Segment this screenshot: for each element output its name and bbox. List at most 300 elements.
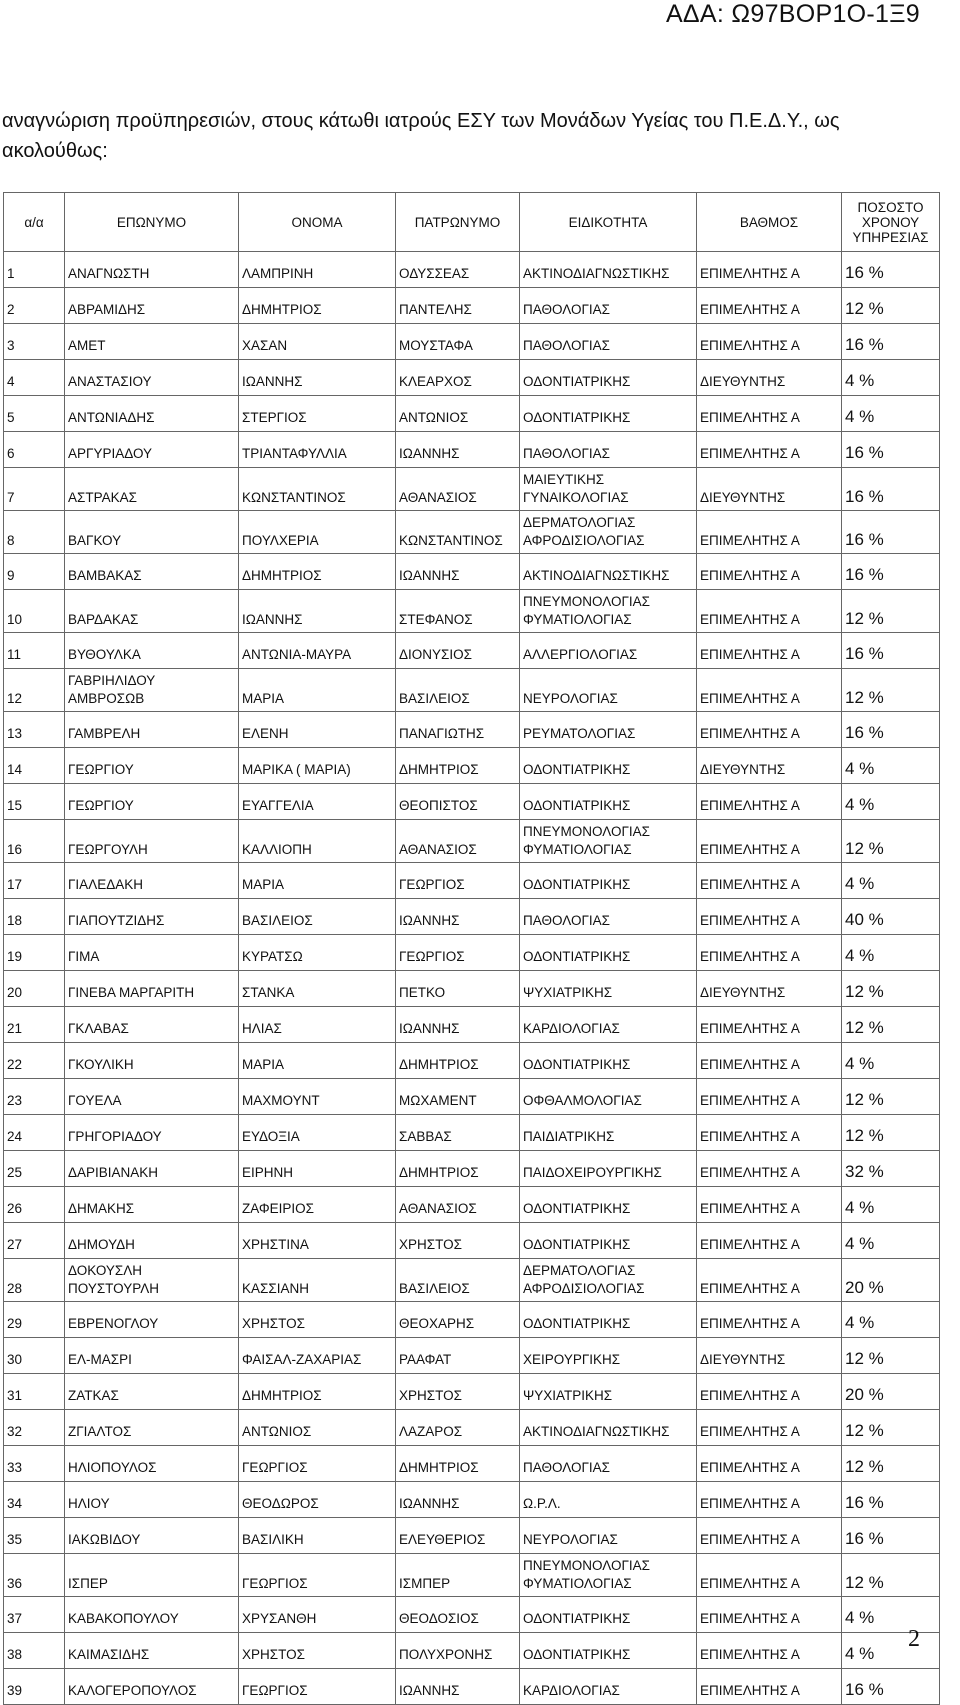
cell-service-percentage: 16 %	[842, 511, 940, 554]
cell-fathers-name: ΕΛΕΥΘΕΡΙΟΣ	[396, 1518, 520, 1554]
cell-fathers-name: ΣΤΕΦΑΝΟΣ	[396, 590, 520, 633]
cell-fathers-name: ΘΕΟΧΑΡΗΣ	[396, 1302, 520, 1338]
table-row	[4, 1669, 940, 1705]
cell-service-percentage: 12 %	[842, 1079, 940, 1115]
cell-rank: ΕΠΙΜΕΛΗΤΗΣ Α	[697, 1223, 842, 1259]
cell-service-percentage: 32 %	[842, 1151, 940, 1187]
cell-fathers-name: ΠΑΝΑΓΙΩΤΗΣ	[396, 712, 520, 748]
cell-rank: ΕΠΙΜΕΛΗΤΗΣ Α	[697, 712, 842, 748]
cell-rank: ΔΙΕΥΘΥΝΤΗΣ	[697, 360, 842, 396]
cell-specialty: ΝΕΥΡΟΛΟΓΙΑΣ	[520, 669, 697, 712]
header-aa: α/α	[4, 193, 65, 252]
table-row	[4, 1302, 940, 1338]
cell-surname: ΔΑΡΙΒΙΑΝΑΚΗ	[65, 1151, 239, 1187]
header-rank: ΒΑΘΜΟΣ	[697, 193, 842, 252]
cell-fathers-name: ΠΟΛΥΧΡΟΝΗΣ	[396, 1633, 520, 1669]
cell-specialty: ΠΑΙΔΙΑΤΡΙΚΗΣ	[520, 1115, 697, 1151]
cell-first-name: ΤΡΙΑΝΤΑΦΥΛΛΙΑ	[239, 432, 396, 468]
cell-fathers-name: ΔΙΟΝΥΣΙΟΣ	[396, 633, 520, 669]
cell-rank: ΕΠΙΜΕΛΗΤΗΣ Α	[697, 252, 842, 288]
cell-specialty: ΑΚΤΙΝΟΔΙΑΓΝΩΣΤΙΚΗΣ	[520, 554, 697, 590]
cell-service-percentage: 40 %	[842, 899, 940, 935]
table-row	[4, 1151, 940, 1187]
table-row	[4, 971, 940, 1007]
cell-surname: ΒΑΡΔΑΚΑΣ	[65, 590, 239, 633]
cell-specialty: ΚΑΡΔΙΟΛΟΓΙΑΣ	[520, 1007, 697, 1043]
ada-code: ΑΔΑ: Ω97ΒΟΡ1Ο-1Ξ9	[665, 0, 920, 28]
cell-first-name: ΒΑΣΙΛΙΚΗ	[239, 1518, 396, 1554]
cell-row-number: 18	[4, 899, 65, 935]
cell-first-name: ΣΤΕΡΓΙΟΣ	[239, 396, 396, 432]
cell-specialty: ΟΔΟΝΤΙΑΤΡΙΚΗΣ	[520, 935, 697, 971]
table-row	[4, 1410, 940, 1446]
cell-surname: ΑΝΑΓΝΩΣΤΗ	[65, 252, 239, 288]
header-fathers-name: ΠΑΤΡΩΝΥΜΟ	[396, 193, 520, 252]
cell-rank: ΕΠΙΜΕΛΗΤΗΣ Α	[697, 1597, 842, 1633]
cell-surname: ΓΕΩΡΓΙΟΥ	[65, 748, 239, 784]
cell-rank: ΕΠΙΜΕΛΗΤΗΣ Α	[697, 1374, 842, 1410]
cell-row-number: 29	[4, 1302, 65, 1338]
cell-fathers-name: ΑΝΤΩΝΙΟΣ	[396, 396, 520, 432]
cell-first-name: ΕΛΕΝΗ	[239, 712, 396, 748]
cell-row-number: 15	[4, 784, 65, 820]
cell-service-percentage: 12 %	[842, 669, 940, 712]
cell-service-percentage: 16 %	[842, 432, 940, 468]
cell-rank: ΕΠΙΜΕΛΗΤΗΣ Α	[697, 1633, 842, 1669]
cell-rank: ΕΠΙΜΕΛΗΤΗΣ Α	[697, 590, 842, 633]
cell-fathers-name: ΔΗΜΗΤΡΙΟΣ	[396, 748, 520, 784]
cell-first-name: ΧΡΗΣΤΟΣ	[239, 1302, 396, 1338]
cell-row-number: 1	[4, 252, 65, 288]
cell-first-name: ΑΝΤΩΝΙΑ-ΜΑΥΡΑ	[239, 633, 396, 669]
cell-fathers-name: ΙΩΑΝΝΗΣ	[396, 554, 520, 590]
cell-specialty: ΔΕΡΜΑΤΟΛΟΓΙΑΣ ΑΦΡΟΔΙΣΙΟΛΟΓΙΑΣ	[520, 511, 697, 554]
cell-rank: ΕΠΙΜΕΛΗΤΗΣ Α	[697, 1482, 842, 1518]
cell-rank: ΕΠΙΜΕΛΗΤΗΣ Α	[697, 820, 842, 863]
cell-first-name: ΕΥΔΟΞΙΑ	[239, 1115, 396, 1151]
cell-service-percentage: 4 %	[842, 1223, 940, 1259]
cell-specialty: ΟΔΟΝΤΙΑΤΡΙΚΗΣ	[520, 1187, 697, 1223]
intro-paragraph: αναγνώριση προϋπηρεσιών, στους κάτωθι ιατρούς ΕΣΥ των Μονάδων Υγείας του Π.Ε.Δ.Υ., ως ακολούθως:	[2, 110, 840, 162]
cell-fathers-name: ΒΑΣΙΛΕΙΟΣ	[396, 669, 520, 712]
table-row	[4, 1518, 940, 1554]
header-name: ΟΝΟΜΑ	[239, 193, 396, 252]
cell-fathers-name: ΑΘΑΝΑΣΙΟΣ	[396, 820, 520, 863]
cell-row-number: 19	[4, 935, 65, 971]
cell-specialty: ΨΥΧΙΑΤΡΙΚΗΣ	[520, 1374, 697, 1410]
cell-row-number: 5	[4, 396, 65, 432]
table-row	[4, 1259, 940, 1302]
cell-specialty: ΧΕΙΡΟΥΡΓΙΚΗΣ	[520, 1338, 697, 1374]
cell-service-percentage: 20 %	[842, 1259, 940, 1302]
cell-service-percentage: 16 %	[842, 1518, 940, 1554]
cell-row-number: 39	[4, 1669, 65, 1705]
cell-row-number: 12	[4, 669, 65, 712]
table-row	[4, 935, 940, 971]
cell-first-name: ΧΑΣΑΝ	[239, 324, 396, 360]
cell-rank: ΕΠΙΜΕΛΗΤΗΣ Α	[697, 1079, 842, 1115]
cell-first-name: ΓΕΩΡΓΙΟΣ	[239, 1669, 396, 1705]
cell-service-percentage: 16 %	[842, 1669, 940, 1705]
cell-service-percentage: 12 %	[842, 590, 940, 633]
cell-row-number: 36	[4, 1554, 65, 1597]
cell-rank: ΕΠΙΜΕΛΗΤΗΣ Α	[697, 935, 842, 971]
cell-specialty: ΠΝΕΥΜΟΝΟΛΟΓΙΑΣ ΦΥΜΑΤΙΟΛΟΓΙΑΣ	[520, 820, 697, 863]
cell-first-name: ΔΗΜΗΤΡΙΟΣ	[239, 288, 396, 324]
cell-specialty: ΠΑΘΟΛΟΓΙΑΣ	[520, 432, 697, 468]
cell-first-name: ΘΕΟΔΩΡΟΣ	[239, 1482, 396, 1518]
cell-surname: ΓΙΑΛΕΔΑΚΗ	[65, 863, 239, 899]
cell-service-percentage: 20 %	[842, 1374, 940, 1410]
cell-fathers-name: ΜΩΧΑΜΕΝΤ	[396, 1079, 520, 1115]
cell-fathers-name: ΘΕΟΠΙΣΤΟΣ	[396, 784, 520, 820]
cell-specialty: ΠΝΕΥΜΟΝΟΛΟΓΙΑΣ ΦΥΜΑΤΙΟΛΟΓΙΑΣ	[520, 1554, 697, 1597]
cell-specialty: ΟΔΟΝΤΙΑΤΡΙΚΗΣ	[520, 748, 697, 784]
cell-first-name: ΧΡΗΣΤΙΝΑ	[239, 1223, 396, 1259]
cell-service-percentage: 4 %	[842, 396, 940, 432]
table-row	[4, 669, 940, 712]
cell-service-percentage: 16 %	[842, 252, 940, 288]
header-service-percentage: ΠΟΣΟΣΤΟ ΧΡΟΝΟΥ ΥΠΗΡΕΣΙΑΣ	[842, 193, 940, 252]
cell-fathers-name: ΡΑΑΦΑΤ	[396, 1338, 520, 1374]
cell-fathers-name: ΙΩΑΝΝΗΣ	[396, 1482, 520, 1518]
cell-specialty: ΠΝΕΥΜΟΝΟΛΟΓΙΑΣ ΦΥΜΑΤΙΟΛΟΓΙΑΣ	[520, 590, 697, 633]
cell-service-percentage: 16 %	[842, 712, 940, 748]
cell-service-percentage: 16 %	[842, 324, 940, 360]
table-row	[4, 784, 940, 820]
cell-specialty: ΟΔΟΝΤΙΑΤΡΙΚΗΣ	[520, 863, 697, 899]
cell-row-number: 3	[4, 324, 65, 360]
cell-surname: ΑΣΤΡΑΚΑΣ	[65, 468, 239, 511]
cell-service-percentage: 16 %	[842, 1482, 940, 1518]
cell-service-percentage: 4 %	[842, 748, 940, 784]
cell-surname: ΕΒΡΕΝΟΓΛΟΥ	[65, 1302, 239, 1338]
cell-first-name: ΙΩΑΝΝΗΣ	[239, 590, 396, 633]
cell-surname: ΓΚΛΑΒΑΣ	[65, 1007, 239, 1043]
cell-first-name: ΛΑΜΠΡΙΝΗ	[239, 252, 396, 288]
cell-fathers-name: ΙΩΑΝΝΗΣ	[396, 1007, 520, 1043]
cell-specialty: ΟΔΟΝΤΙΑΤΡΙΚΗΣ	[520, 1633, 697, 1669]
cell-row-number: 16	[4, 820, 65, 863]
table-row	[4, 1079, 940, 1115]
cell-surname: ΕΛ-ΜΑΣΡΙ	[65, 1338, 239, 1374]
cell-first-name: ΦΑΙΣΑΛ-ΖΑΧΑΡΙΑΣ	[239, 1338, 396, 1374]
cell-fathers-name: ΜΟΥΣΤΑΦΑ	[396, 324, 520, 360]
cell-specialty: ΠΑΘΟΛΟΓΙΑΣ	[520, 1446, 697, 1482]
table-row	[4, 1043, 940, 1079]
cell-surname: ΖΑΤΚΑΣ	[65, 1374, 239, 1410]
cell-service-percentage: 12 %	[842, 1410, 940, 1446]
cell-fathers-name: ΓΕΩΡΓΙΟΣ	[396, 863, 520, 899]
table-header-row	[4, 193, 940, 252]
cell-rank: ΕΠΙΜΕΛΗΤΗΣ Α	[697, 784, 842, 820]
table-row	[4, 1338, 940, 1374]
cell-surname: ΒΑΜΒΑΚΑΣ	[65, 554, 239, 590]
cell-first-name: ΜΑΡΙΑ	[239, 863, 396, 899]
cell-specialty: ΡΕΥΜΑΤΟΛΟΓΙΑΣ	[520, 712, 697, 748]
cell-specialty: ΑΛΛΕΡΓΙΟΛΟΓΙΑΣ	[520, 633, 697, 669]
cell-fathers-name: ΘΕΟΔΟΣΙΟΣ	[396, 1597, 520, 1633]
cell-specialty: ΑΚΤΙΝΟΔΙΑΓΝΩΣΤΙΚΗΣ	[520, 1410, 697, 1446]
cell-fathers-name: ΓΕΩΡΓΙΟΣ	[396, 935, 520, 971]
cell-service-percentage: 4 %	[842, 360, 940, 396]
cell-first-name: ΜΑΡΙΑ	[239, 1043, 396, 1079]
cell-row-number: 21	[4, 1007, 65, 1043]
cell-specialty: ΠΑΙΔΟΧΕΙΡΟΥΡΓΙΚΗΣ	[520, 1151, 697, 1187]
cell-specialty: Ω.Ρ.Λ.	[520, 1482, 697, 1518]
cell-specialty: ΟΔΟΝΤΙΑΤΡΙΚΗΣ	[520, 396, 697, 432]
table-row	[4, 360, 940, 396]
cell-service-percentage: 16 %	[842, 468, 940, 511]
cell-service-percentage: 4 %	[842, 1302, 940, 1338]
cell-specialty: ΟΔΟΝΤΙΑΤΡΙΚΗΣ	[520, 784, 697, 820]
header-surname: ΕΠΩΝΥΜΟ	[65, 193, 239, 252]
cell-service-percentage: 4 %	[842, 1043, 940, 1079]
cell-surname: ΓΕΩΡΓΙΟΥ	[65, 784, 239, 820]
table-row	[4, 1115, 940, 1151]
cell-surname: ΑΒΡΑΜΙΔΗΣ	[65, 288, 239, 324]
table-row	[4, 712, 940, 748]
cell-row-number: 23	[4, 1079, 65, 1115]
cell-fathers-name: ΠΕΤΚΟ	[396, 971, 520, 1007]
cell-surname: ΓΑΒΡΙΗΛΙΔΟΥ ΑΜΒΡΟΣΩΒ	[65, 669, 239, 712]
cell-first-name: ΗΛΙΑΣ	[239, 1007, 396, 1043]
cell-row-number: 9	[4, 554, 65, 590]
cell-surname: ΓΟΥΕΛΑ	[65, 1079, 239, 1115]
cell-row-number: 27	[4, 1223, 65, 1259]
cell-surname: ΖΓΙΑΛΤΟΣ	[65, 1410, 239, 1446]
cell-rank: ΕΠΙΜΕΛΗΤΗΣ Α	[697, 1302, 842, 1338]
cell-first-name: ΚΥΡΑΤΣΩ	[239, 935, 396, 971]
table-row	[4, 1374, 940, 1410]
cell-service-percentage: 12 %	[842, 1115, 940, 1151]
cell-service-percentage: 12 %	[842, 971, 940, 1007]
cell-rank: ΕΠΙΜΕΛΗΤΗΣ Α	[697, 899, 842, 935]
cell-surname: ΚΑΛΟΓΕΡΟΠΟΥΛΟΣ	[65, 1669, 239, 1705]
cell-service-percentage: 4 %	[842, 935, 940, 971]
cell-specialty: ΟΔΟΝΤΙΑΤΡΙΚΗΣ	[520, 1302, 697, 1338]
cell-service-percentage: 4 %	[842, 1597, 940, 1633]
cell-rank: ΕΠΙΜΕΛΗΤΗΣ Α	[697, 1669, 842, 1705]
cell-first-name: ΖΑΦΕΙΡΙΟΣ	[239, 1187, 396, 1223]
table-row	[4, 288, 940, 324]
cell-first-name: ΔΗΜΗΤΡΙΟΣ	[239, 554, 396, 590]
cell-row-number: 17	[4, 863, 65, 899]
cell-service-percentage: 4 %	[842, 784, 940, 820]
cell-fathers-name: ΙΩΑΝΝΗΣ	[396, 1669, 520, 1705]
table-row	[4, 396, 940, 432]
cell-surname: ΑΝΑΣΤΑΣΙΟΥ	[65, 360, 239, 396]
cell-first-name: ΚΑΛΛΙΟΠΗ	[239, 820, 396, 863]
cell-first-name: ΓΕΩΡΓΙΟΣ	[239, 1446, 396, 1482]
cell-rank: ΕΠΙΜΕΛΗΤΗΣ Α	[697, 863, 842, 899]
cell-service-percentage: 4 %	[842, 1633, 940, 1669]
cell-row-number: 31	[4, 1374, 65, 1410]
cell-row-number: 11	[4, 633, 65, 669]
cell-row-number: 26	[4, 1187, 65, 1223]
cell-first-name: ΠΟΥΛΧΕΡΙΑ	[239, 511, 396, 554]
cell-fathers-name: ΔΗΜΗΤΡΙΟΣ	[396, 1151, 520, 1187]
cell-row-number: 2	[4, 288, 65, 324]
cell-service-percentage: 12 %	[842, 1554, 940, 1597]
cell-specialty: ΜΑΙΕΥΤΙΚΗΣ ΓΥΝΑΙΚΟΛΟΓΙΑΣ	[520, 468, 697, 511]
cell-specialty: ΠΑΘΟΛΟΓΙΑΣ	[520, 899, 697, 935]
cell-rank: ΕΠΙΜΕΛΗΤΗΣ Α	[697, 1151, 842, 1187]
cell-surname: ΙΣΠΕΡ	[65, 1554, 239, 1597]
cell-surname: ΓΑΜΒΡΕΛΗ	[65, 712, 239, 748]
cell-specialty: ΚΑΡΔΙΟΛΟΓΙΑΣ	[520, 1669, 697, 1705]
cell-fathers-name: ΑΘΑΝΑΣΙΟΣ	[396, 468, 520, 511]
table-row	[4, 554, 940, 590]
cell-fathers-name: ΔΗΜΗΤΡΙΟΣ	[396, 1043, 520, 1079]
cell-fathers-name: ΒΑΣΙΛΕΙΟΣ	[396, 1259, 520, 1302]
table-row	[4, 252, 940, 288]
cell-service-percentage: 16 %	[842, 633, 940, 669]
cell-first-name: ΜΑΡΙΚΑ ( ΜΑΡΙΑ)	[239, 748, 396, 784]
cell-surname: ΚΑΒΑΚΟΠΟΥΛΟΥ	[65, 1597, 239, 1633]
cell-surname: ΑΝΤΩΝΙΑΔΗΣ	[65, 396, 239, 432]
cell-fathers-name: ΙΣΜΠΕΡ	[396, 1554, 520, 1597]
cell-first-name: ΧΡΥΣΑΝΘΗ	[239, 1597, 396, 1633]
cell-specialty: ΟΔΟΝΤΙΑΤΡΙΚΗΣ	[520, 1223, 697, 1259]
cell-specialty: ΔΕΡΜΑΤΟΛΟΓΙΑΣ ΑΦΡΟΔΙΣΙΟΛΟΓΙΑΣ	[520, 1259, 697, 1302]
table-row	[4, 1446, 940, 1482]
cell-rank: ΕΠΙΜΕΛΗΤΗΣ Α	[697, 511, 842, 554]
cell-specialty: ΝΕΥΡΟΛΟΓΙΑΣ	[520, 1518, 697, 1554]
table-row	[4, 1187, 940, 1223]
cell-row-number: 4	[4, 360, 65, 396]
header-specialty: ΕΙΔΙΚΟΤΗΤΑ	[520, 193, 697, 252]
cell-rank: ΕΠΙΜΕΛΗΤΗΣ Α	[697, 1187, 842, 1223]
cell-service-percentage: 12 %	[842, 288, 940, 324]
cell-row-number: 20	[4, 971, 65, 1007]
cell-surname: ΓΕΩΡΓΟΥΛΗ	[65, 820, 239, 863]
cell-rank: ΕΠΙΜΕΛΗΤΗΣ Α	[697, 396, 842, 432]
cell-service-percentage: 12 %	[842, 1338, 940, 1374]
doctors-table	[3, 192, 940, 1705]
cell-surname: ΗΛΙΟΠΟΥΛΟΣ	[65, 1446, 239, 1482]
cell-row-number: 6	[4, 432, 65, 468]
table-row	[4, 1007, 940, 1043]
cell-surname: ΗΛΙΟΥ	[65, 1482, 239, 1518]
cell-surname: ΙΑΚΩΒΙΔΟΥ	[65, 1518, 239, 1554]
table-row	[4, 432, 940, 468]
cell-first-name: ΣΤΑΝΚΑ	[239, 971, 396, 1007]
cell-row-number: 22	[4, 1043, 65, 1079]
cell-row-number: 35	[4, 1518, 65, 1554]
cell-fathers-name: ΙΩΑΝΝΗΣ	[396, 432, 520, 468]
cell-rank: ΕΠΙΜΕΛΗΤΗΣ Α	[697, 432, 842, 468]
table-row	[4, 468, 940, 511]
cell-service-percentage: 12 %	[842, 820, 940, 863]
cell-surname: ΔΗΜΟΥΔΗ	[65, 1223, 239, 1259]
table-row	[4, 633, 940, 669]
cell-fathers-name: ΣΑΒΒΑΣ	[396, 1115, 520, 1151]
cell-rank: ΕΠΙΜΕΛΗΤΗΣ Α	[697, 669, 842, 712]
cell-fathers-name: ΚΛΕΑΡΧΟΣ	[396, 360, 520, 396]
cell-fathers-name: ΧΡΗΣΤΟΣ	[396, 1223, 520, 1259]
cell-rank: ΕΠΙΜΕΛΗΤΗΣ Α	[697, 554, 842, 590]
cell-row-number: 8	[4, 511, 65, 554]
cell-surname: ΓΙΜΑ	[65, 935, 239, 971]
cell-rank: ΕΠΙΜΕΛΗΤΗΣ Α	[697, 1259, 842, 1302]
cell-fathers-name: ΔΗΜΗΤΡΙΟΣ	[396, 1446, 520, 1482]
cell-first-name: ΚΑΣΣΙΑΝΗ	[239, 1259, 396, 1302]
cell-row-number: 13	[4, 712, 65, 748]
cell-specialty: ΟΦΘΑΛΜΟΛΟΓΙΑΣ	[520, 1079, 697, 1115]
cell-rank: ΕΠΙΜΕΛΗΤΗΣ Α	[697, 1007, 842, 1043]
cell-fathers-name: ΚΩΝΣΤΑΝΤΙΝΟΣ	[396, 511, 520, 554]
cell-specialty: ΟΔΟΝΤΙΑΤΡΙΚΗΣ	[520, 1597, 697, 1633]
cell-fathers-name: ΠΑΝΤΕΛΗΣ	[396, 288, 520, 324]
cell-first-name: ΧΡΗΣΤΟΣ	[239, 1633, 396, 1669]
cell-specialty: ΑΚΤΙΝΟΔΙΑΓΝΩΣΤΙΚΗΣ	[520, 252, 697, 288]
table-row	[4, 1223, 940, 1259]
cell-first-name: ΑΝΤΩΝΙΟΣ	[239, 1410, 396, 1446]
cell-row-number: 34	[4, 1482, 65, 1518]
table-row	[4, 590, 940, 633]
cell-fathers-name: ΧΡΗΣΤΟΣ	[396, 1374, 520, 1410]
cell-row-number: 32	[4, 1410, 65, 1446]
cell-first-name: ΚΩΝΣΤΑΝΤΙΝΟΣ	[239, 468, 396, 511]
cell-surname: ΓΙΝΕΒΑ ΜΑΡΓΑΡΙΤΗ	[65, 971, 239, 1007]
cell-surname: ΓΙΑΠΟΥΤΖΙΔΗΣ	[65, 899, 239, 935]
cell-specialty: ΟΔΟΝΤΙΑΤΡΙΚΗΣ	[520, 1043, 697, 1079]
cell-specialty: ΠΑΘΟΛΟΓΙΑΣ	[520, 324, 697, 360]
cell-first-name: ΕΥΑΓΓΕΛΙΑ	[239, 784, 396, 820]
table-row	[4, 863, 940, 899]
cell-service-percentage: 4 %	[842, 863, 940, 899]
cell-surname: ΓΚΟΥΛΙΚΗ	[65, 1043, 239, 1079]
cell-surname: ΔΟΚΟΥΣΛΗ ΠΟΥΣΤΟΥΡΛΗ	[65, 1259, 239, 1302]
cell-first-name: ΙΩΑΝΝΗΣ	[239, 360, 396, 396]
table-row	[4, 748, 940, 784]
cell-rank: ΕΠΙΜΕΛΗΤΗΣ Α	[697, 1554, 842, 1597]
cell-first-name: ΔΗΜΗΤΡΙΟΣ	[239, 1374, 396, 1410]
cell-first-name: ΕΙΡΗΝΗ	[239, 1151, 396, 1187]
cell-rank: ΕΠΙΜΕΛΗΤΗΣ Α	[697, 288, 842, 324]
cell-fathers-name: ΛΑΖΑΡΟΣ	[396, 1410, 520, 1446]
cell-row-number: 38	[4, 1633, 65, 1669]
cell-rank: ΔΙΕΥΘΥΝΤΗΣ	[697, 971, 842, 1007]
cell-surname: ΔΗΜΑΚΗΣ	[65, 1187, 239, 1223]
cell-service-percentage: 16 %	[842, 554, 940, 590]
cell-surname: ΒΑΓΚΟΥ	[65, 511, 239, 554]
cell-surname: ΚΑΙΜΑΣΙΔΗΣ	[65, 1633, 239, 1669]
table-row	[4, 1597, 940, 1633]
cell-rank: ΕΠΙΜΕΛΗΤΗΣ Α	[697, 324, 842, 360]
cell-row-number: 28	[4, 1259, 65, 1302]
cell-row-number: 33	[4, 1446, 65, 1482]
cell-rank: ΕΠΙΜΕΛΗΤΗΣ Α	[697, 1410, 842, 1446]
table-body	[4, 252, 940, 1705]
cell-first-name: ΒΑΣΙΛΕΙΟΣ	[239, 899, 396, 935]
cell-row-number: 37	[4, 1597, 65, 1633]
cell-rank: ΕΠΙΜΕΛΗΤΗΣ Α	[697, 1446, 842, 1482]
cell-service-percentage: 12 %	[842, 1007, 940, 1043]
cell-row-number: 24	[4, 1115, 65, 1151]
cell-fathers-name: ΟΔΥΣΣΕΑΣ	[396, 252, 520, 288]
cell-rank: ΕΠΙΜΕΛΗΤΗΣ Α	[697, 1115, 842, 1151]
cell-first-name: ΜΑΡΙΑ	[239, 669, 396, 712]
cell-fathers-name: ΙΩΑΝΝΗΣ	[396, 899, 520, 935]
cell-rank: ΔΙΕΥΘΥΝΤΗΣ	[697, 748, 842, 784]
cell-rank: ΕΠΙΜΕΛΗΤΗΣ Α	[697, 1518, 842, 1554]
cell-rank: ΕΠΙΜΕΛΗΤΗΣ Α	[697, 633, 842, 669]
table-row	[4, 324, 940, 360]
cell-first-name: ΜΑΧΜΟΥΝΤ	[239, 1079, 396, 1115]
table-row	[4, 511, 940, 554]
